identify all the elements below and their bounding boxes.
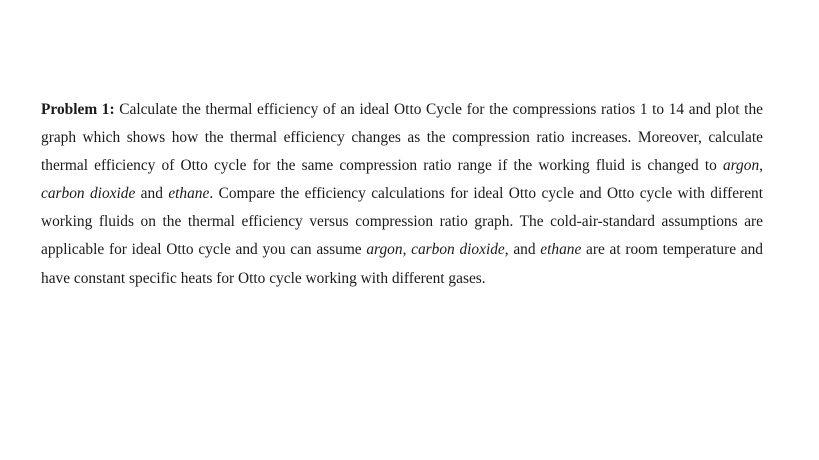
gas-name-ethane: ethane — [540, 241, 582, 259]
gas-name-argon: argon — [366, 241, 403, 259]
problem-text: Calculate the thermal efficiency of an ideal Otto Cycle for the compressions ratios 1 to 14 and plot the graph which shows how the thermal efficiency changes as the compression ratio increases. Moreover, calculate thermal efficiency of Otto cycle for the same compression ratio range if the working fluid is changed to — [41, 101, 763, 175]
problem-text: and — [135, 185, 169, 203]
problem-text: , — [402, 241, 412, 259]
problem-text: , and — [504, 241, 541, 259]
gas-name-ethane: ethane — [168, 185, 210, 203]
problem-statement — [41, 96, 763, 293]
problem-text: are at room temperature and have constant specific heats for Otto cycle working with different gases. — [41, 241, 763, 287]
gas-name-carbon-dioxide: carbon dioxide — [41, 185, 136, 203]
problem-text: , — [759, 157, 763, 175]
problem-text: . Compare the efficiency calculations for ideal Otto cycle and Otto cycle with different working fluids on the thermal efficiency versus compression ratio graph. The cold-air-standard assumptions are applicable for ideal Otto cycle and you can assume — [41, 185, 764, 259]
problem-label: Problem 1: — [41, 101, 115, 118]
gas-name-argon: argon — [722, 157, 760, 175]
gas-name-carbon-dioxide: carbon dioxide — [411, 241, 505, 259]
